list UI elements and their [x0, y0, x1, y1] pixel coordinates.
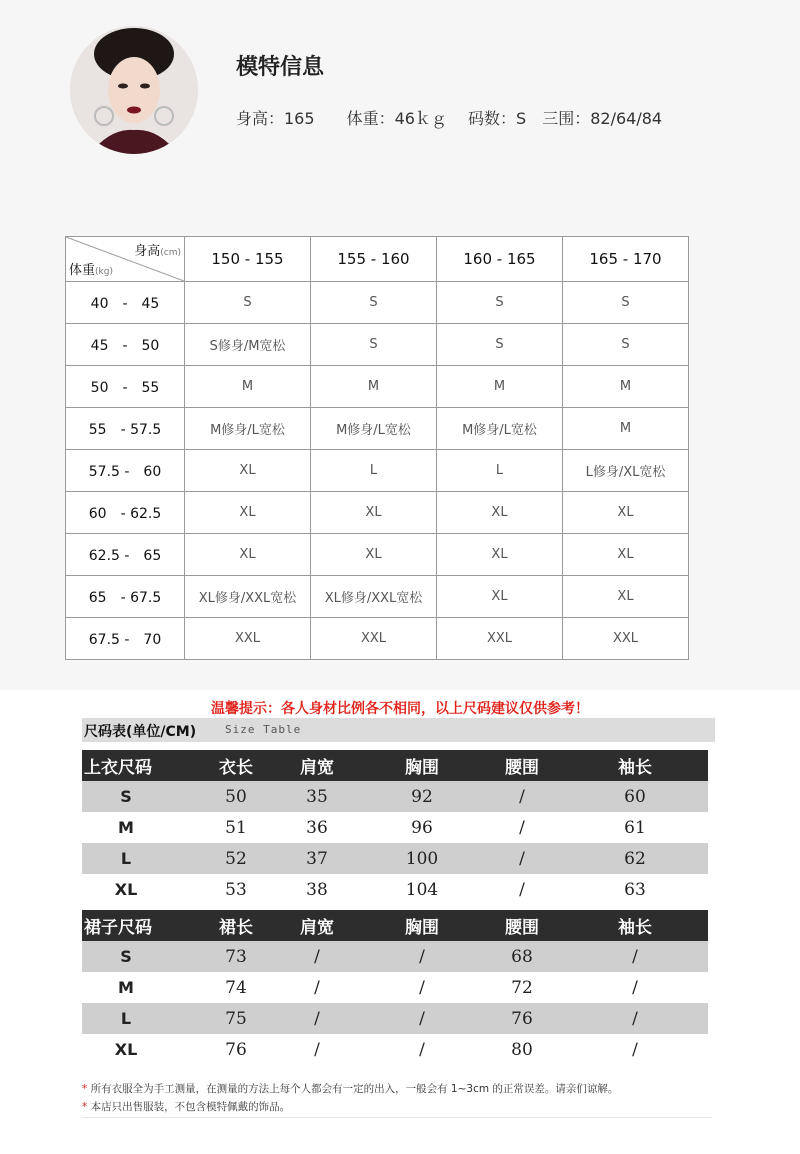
model-weight: 体重：46ｋｇ	[346, 109, 447, 128]
weight-range-cell: 65 - 67.5	[66, 576, 185, 618]
corner-cell	[66, 237, 185, 282]
table-row	[82, 941, 708, 972]
column-header: 肩宽	[300, 918, 334, 938]
size-cell: XL	[437, 576, 563, 618]
weight-range-cell: 60 - 62.5	[66, 492, 185, 534]
size-label-cell: S	[120, 787, 132, 806]
weight-range-cell: 57.5 - 60	[66, 450, 185, 492]
size-cell: S修身/M宽松	[185, 324, 311, 366]
measurement-cell: /	[632, 946, 638, 967]
size-table-title: 尺码表(单位/CM)	[84, 724, 197, 740]
height-column-header: 165 - 170	[563, 237, 689, 282]
size-cell: S	[437, 282, 563, 324]
measurement-cell: 92	[411, 786, 433, 807]
size-cell: XL	[311, 534, 437, 576]
size-cell: M修身/L宽松	[185, 408, 311, 450]
size-cell: L修身/XL宽松	[563, 450, 689, 492]
size-label-cell: M	[118, 978, 134, 997]
measurement-cell: /	[519, 786, 525, 807]
measurement-cell: /	[419, 1039, 425, 1060]
size-cell: XL	[437, 492, 563, 534]
measurement-cell: /	[419, 977, 425, 998]
model-stats	[236, 106, 662, 129]
column-header: 衣长	[219, 758, 253, 778]
measurement-cell: 96	[411, 817, 433, 838]
size-cell: M修身/L宽松	[311, 408, 437, 450]
measurement-cell: 60	[624, 786, 646, 807]
note-item: * 所有衣服全为手工测量，在测量的方法上每个人都会有一定的出入，一般会有 1~3cm 的正常误差。请亲们谅解。	[82, 1083, 619, 1095]
size-label-cell: L	[120, 1009, 132, 1028]
size-cell: XL	[185, 492, 311, 534]
model-avatar	[70, 26, 198, 154]
table-row	[66, 366, 689, 408]
measurement-cell: 74	[225, 977, 247, 998]
size-cell: XL修身/XXL宽松	[185, 576, 311, 618]
measurement-cell: 35	[306, 786, 328, 807]
table-header-row	[82, 750, 708, 781]
top-size-table	[82, 750, 708, 905]
column-header: 上衣尺码	[84, 758, 152, 778]
column-header: 裙子尺码	[84, 918, 152, 938]
measurement-cell: 100	[405, 848, 439, 869]
corner-height-label: 身高(cm)	[134, 244, 181, 259]
measurement-cell: 37	[306, 848, 328, 869]
model-portrait-image	[70, 26, 198, 154]
model-info-title: 模特信息	[236, 55, 325, 80]
table-row	[82, 781, 708, 812]
table-row	[82, 972, 708, 1003]
table-row	[82, 843, 708, 874]
table-row	[66, 492, 689, 534]
size-cell: L	[437, 450, 563, 492]
size-label-cell: L	[120, 849, 132, 868]
weight-range-cell: 67.5 - 70	[66, 618, 185, 660]
measurement-cell: 80	[511, 1039, 533, 1060]
column-header: 裙长	[219, 918, 253, 938]
table-row	[82, 874, 708, 905]
measurement-cell: /	[314, 977, 320, 998]
measurement-cell: /	[314, 1008, 320, 1029]
note-item: * 本店只出售服装，不包含模特佩戴的饰品。	[82, 1101, 291, 1113]
size-cell: S	[311, 282, 437, 324]
size-cell: XL	[185, 450, 311, 492]
measurement-cell: /	[632, 977, 638, 998]
measurement-cell: 51	[225, 817, 247, 838]
table-row	[66, 576, 689, 618]
height-column-header: 160 - 165	[437, 237, 563, 282]
measurement-cell: 61	[624, 817, 646, 838]
size-cell: XXL	[563, 618, 689, 660]
model-measurements: 三围：82/64/84	[542, 109, 663, 128]
size-cell: XXL	[185, 618, 311, 660]
measurement-cell: /	[632, 1039, 638, 1060]
table-row	[82, 812, 708, 843]
size-cell: XL	[563, 576, 689, 618]
column-header: 胸围	[405, 758, 439, 778]
size-cell: XL	[563, 534, 689, 576]
measurement-cell: /	[519, 817, 525, 838]
table-row	[66, 618, 689, 660]
weight-range-cell: 40 - 45	[66, 282, 185, 324]
measurement-cell: 38	[306, 879, 328, 900]
note-marker: *	[82, 1101, 88, 1113]
skirt-size-table	[82, 910, 708, 1065]
measurement-cell: 50	[225, 786, 247, 807]
height-column-header: 155 - 160	[311, 237, 437, 282]
weight-range-cell: 55 - 57.5	[66, 408, 185, 450]
measurement-cell: 104	[405, 879, 439, 900]
size-label-cell: S	[120, 947, 132, 966]
size-cell: S	[563, 282, 689, 324]
table-row	[66, 450, 689, 492]
measurement-cell: /	[519, 848, 525, 869]
size-cell: M	[185, 366, 311, 408]
table-row	[66, 408, 689, 450]
divider	[82, 1117, 712, 1118]
measurement-cell: /	[314, 1039, 320, 1060]
size-cell: M	[437, 366, 563, 408]
tip-text: 温馨提示：各人身材比例各不相同，以上尺码建议仅供参考！	[211, 701, 589, 717]
measurement-cell: 62	[624, 848, 646, 869]
size-cell: XL修身/XXL宽松	[311, 576, 437, 618]
size-cell: M	[311, 366, 437, 408]
table-row	[82, 1003, 708, 1034]
size-cell: XL	[563, 492, 689, 534]
column-header: 腰围	[505, 758, 539, 778]
size-cell: S	[185, 282, 311, 324]
measurement-cell: 53	[225, 879, 247, 900]
size-cell: XL	[311, 492, 437, 534]
table-row	[66, 534, 689, 576]
measurement-cell: /	[632, 1008, 638, 1029]
size-recommendation-table	[65, 236, 689, 660]
size-cell: M修身/L宽松	[437, 408, 563, 450]
note-marker: *	[82, 1083, 88, 1095]
size-cell: S	[437, 324, 563, 366]
size-table-subtitle: Size Table	[225, 723, 302, 736]
table-row	[66, 324, 689, 366]
size-cell: L	[311, 450, 437, 492]
size-cell: S	[311, 324, 437, 366]
size-cell: XL	[437, 534, 563, 576]
table-row	[66, 282, 689, 324]
size-label-cell: M	[118, 818, 134, 837]
measurement-cell: 76	[225, 1039, 247, 1060]
measurement-cell: 72	[511, 977, 533, 998]
size-table-title-bar	[82, 718, 715, 742]
column-header: 腰围	[505, 918, 539, 938]
measurement-cell: /	[314, 946, 320, 967]
measurement-cell: /	[419, 1008, 425, 1029]
weight-range-cell: 62.5 - 65	[66, 534, 185, 576]
size-cell: XL	[185, 534, 311, 576]
corner-weight-label: 体重(kg)	[69, 263, 113, 278]
measurement-cell: 36	[306, 817, 328, 838]
size-cell: S	[563, 324, 689, 366]
weight-range-cell: 50 - 55	[66, 366, 185, 408]
measurement-cell: 52	[225, 848, 247, 869]
size-label-cell: XL	[114, 880, 138, 899]
table-header-row	[82, 910, 708, 941]
size-cell: M	[563, 366, 689, 408]
measurement-cell: 63	[624, 879, 646, 900]
height-column-header: 150 - 155	[185, 237, 311, 282]
measurement-cell: /	[419, 946, 425, 967]
measurement-cell: /	[519, 879, 525, 900]
column-header: 袖长	[618, 918, 652, 938]
size-cell: XXL	[311, 618, 437, 660]
notes	[82, 1080, 618, 1116]
model-size: 码数：S	[468, 109, 527, 128]
weight-range-cell: 45 - 50	[66, 324, 185, 366]
measurement-cell: 73	[225, 946, 247, 967]
measurement-cell: 76	[511, 1008, 533, 1029]
column-header: 肩宽	[300, 758, 334, 778]
column-header: 袖长	[618, 758, 652, 778]
measurement-cell: 75	[225, 1008, 247, 1029]
measurement-cell: 68	[511, 946, 533, 967]
model-height: 身高：165	[236, 109, 315, 128]
size-cell: M	[563, 408, 689, 450]
size-label-cell: XL	[114, 1040, 138, 1059]
table-row	[82, 1034, 708, 1065]
column-header: 胸围	[405, 918, 439, 938]
table-header-row	[66, 237, 689, 282]
size-cell: XXL	[437, 618, 563, 660]
